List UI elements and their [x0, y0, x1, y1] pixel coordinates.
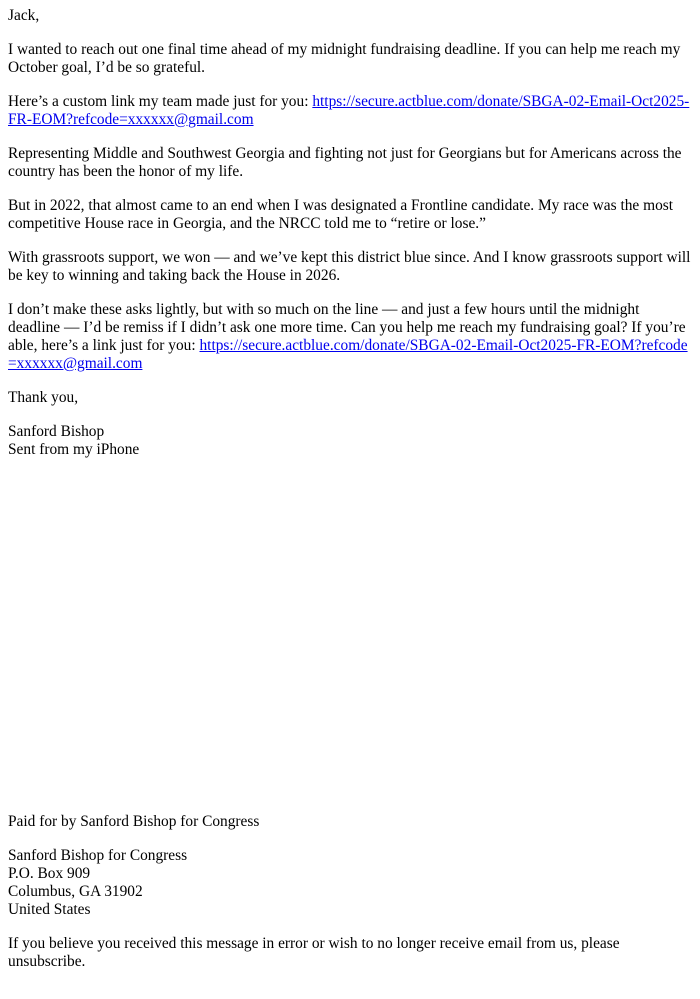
address-city-state-zip: Columbus, GA 31902 — [8, 883, 143, 900]
address-org: Sanford Bishop for Congress — [8, 847, 188, 864]
donate-link-2[interactable]: https://secure.actblue.com/donate/SBGA-02-Email-Oct2025-FR-EOM?refcode=xxxxxx@gmail.com — [8, 337, 688, 372]
paragraph-grassroots: With grassroots support, we won — and we’ve kept this district blue since. And I know grassroots support will be key to winning and taking back the House in 2026. — [8, 249, 691, 284]
closing: Thank you, — [8, 389, 79, 406]
salutation: Jack, — [8, 7, 40, 24]
mailing-address — [8, 847, 692, 919]
paragraph-ask — [8, 301, 692, 373]
unsubscribe-notice: If you believe you received this message in error or wish to no longer receive email from us, please unsubscribe. — [8, 935, 620, 970]
email-body — [8, 7, 692, 987]
blank-spacer — [8, 475, 692, 813]
signature-name: Sanford Bishop — [8, 423, 105, 440]
paragraph-custom-link — [8, 93, 692, 129]
paragraph-deadline: I wanted to reach out one final time ahead of my midnight fundraising deadline. If you can help me reach my October goal, I’d be so grateful. — [8, 41, 681, 76]
signature — [8, 423, 692, 459]
address-country: United States — [8, 901, 91, 918]
paragraph-2022: But in 2022, that almost came to an end when I was designated a Frontline candidate. My race was the most competitive House race in Georgia, and the NRCC told me to “retire or lose.” — [8, 197, 674, 232]
footer — [8, 813, 692, 971]
paragraph-representing: Representing Middle and Southwest Georgia and fighting not just for Georgians but for Americans across the country has been the honor of my life. — [8, 145, 682, 180]
address-po-box: P.O. Box 909 — [8, 865, 91, 882]
paid-for-disclaimer: Paid for by Sanford Bishop for Congress — [8, 813, 260, 830]
signature-device: Sent from my iPhone — [8, 441, 140, 458]
ask-text: I don’t make these asks lightly, but with so much on the line — and just a few hours until the midnight deadline — I’d be remiss if I didn’t ask one more time. Can you help me reach my fundraising goal? If you’re able, here’s a link just for you: — [8, 301, 686, 354]
custom-link-intro: Here’s a custom link my team made just for you: — [8, 93, 313, 110]
donate-link-1[interactable]: https://secure.actblue.com/donate/SBGA-02-Email-Oct2025-FR-EOM?refcode=xxxxxx@gmail.com — [8, 93, 690, 128]
